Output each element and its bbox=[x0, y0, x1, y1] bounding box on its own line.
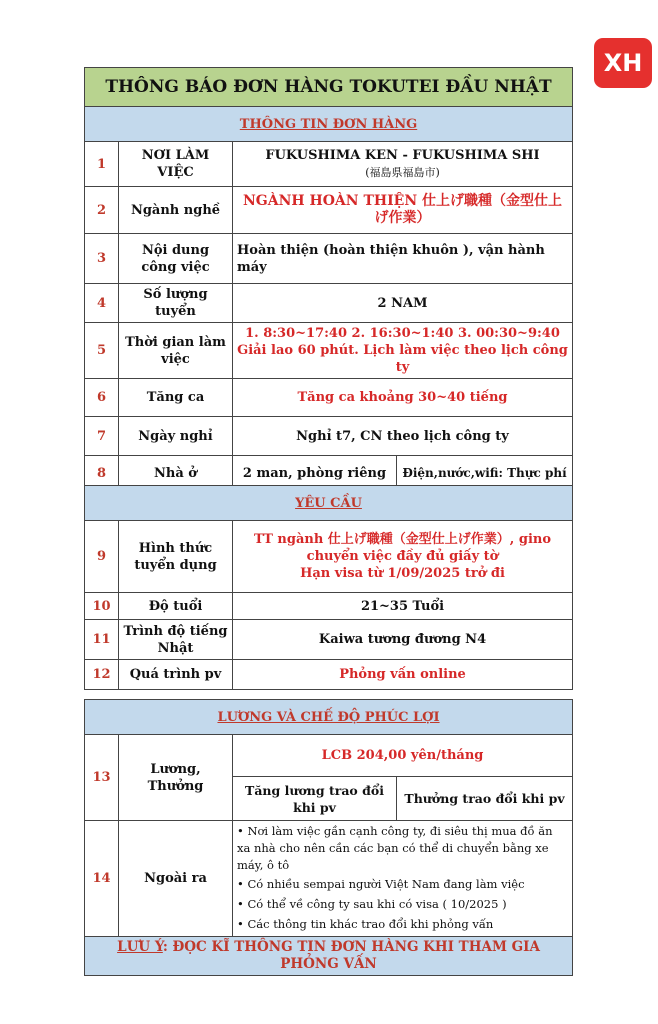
row-label: Trình độ tiếng Nhật bbox=[119, 620, 233, 660]
footer-label: LƯU Ý bbox=[117, 939, 163, 955]
row-value-utilities: Điện,nước,wifi: Thực phí bbox=[397, 456, 573, 491]
row-label: Hình thức tuyển dụng bbox=[119, 521, 233, 593]
row-label: Tăng ca bbox=[119, 379, 233, 417]
row-number: 10 bbox=[85, 593, 119, 620]
workplace-value: FUKUSHIMA KEN - FUKUSHIMA SHI bbox=[265, 148, 540, 163]
row-label: Nhà ở bbox=[119, 456, 233, 491]
row-number: 9 bbox=[85, 521, 119, 593]
workplace-kanji: (福島県福島市) bbox=[365, 166, 440, 179]
row-value: Hoàn thiện (hoàn thiện khuôn ), vận hành máy bbox=[233, 234, 573, 284]
row-value: Phỏng vấn online bbox=[233, 660, 573, 690]
page-title: THÔNG BÁO ĐƠN HÀNG TOKUTEI ĐẦU NHẬT bbox=[85, 68, 573, 107]
benefit-item: • Có thể về công ty sau khi có visa ( 10/2025 ) bbox=[237, 897, 507, 911]
row-value: Kaiwa tương đương N4 bbox=[233, 620, 573, 660]
row-label: Độ tuổi bbox=[119, 593, 233, 620]
bonus-note: Thưởng trao đổi khi pv bbox=[397, 777, 573, 821]
break-note: Giải lao 60 phút. Lịch làm việc theo lịch công ty bbox=[237, 343, 568, 375]
other-benefits bbox=[233, 821, 573, 937]
row-label: Ngành nghề bbox=[119, 187, 233, 234]
salary-benefits-table bbox=[84, 699, 573, 976]
section-title-requirements: YÊU CẦU bbox=[85, 486, 573, 521]
row-value: NGÀNH HOÀN THIỆN 仕上げ職種（金型仕上げ作業） bbox=[233, 187, 573, 234]
benefit-item: • Nơi làm việc gần cạnh công ty, đi siêu thị mua đồ ăn xa nhà cho nên cần các bạn có thể di chuyển bằng xe máy, ô tô bbox=[237, 824, 553, 872]
row-number: 11 bbox=[85, 620, 119, 660]
row-label: Số lượng tuyển bbox=[119, 284, 233, 323]
shift-times: 1. 8:30~17:40 2. 16:30~1:40 3. 00:30~9:40 bbox=[245, 326, 560, 341]
row-value: Tăng ca khoảng 30~40 tiếng bbox=[233, 379, 573, 417]
section-title-order-info: THÔNG TIN ĐƠN HÀNG bbox=[85, 107, 573, 142]
recruit-form: TT ngành 仕上げ職種（金型仕上げ作業）, gino chuyển việc đầy đủ giấy tờ bbox=[254, 532, 552, 564]
row-value: Nghỉ t7, CN theo lịch công ty bbox=[233, 417, 573, 456]
benefit-item: • Có nhiều sempai người Việt Nam đang làm việc bbox=[237, 877, 525, 891]
footer-note bbox=[85, 937, 573, 976]
row-number: 5 bbox=[85, 323, 119, 379]
row-number: 13 bbox=[85, 735, 119, 821]
visa-deadline: Hạn visa từ 1/09/2025 trở đi bbox=[300, 566, 505, 581]
xh-logo: XH bbox=[594, 38, 652, 88]
row-number: 7 bbox=[85, 417, 119, 456]
row-label: Ngoài ra bbox=[119, 821, 233, 937]
row-value bbox=[233, 323, 573, 379]
benefit-item: • Các thông tin khác trao đổi khi phỏng vấn bbox=[237, 917, 494, 931]
row-value: 2 man, phòng riêng bbox=[233, 456, 397, 491]
row-number: 1 bbox=[85, 142, 119, 187]
row-label: Ngày nghỉ bbox=[119, 417, 233, 456]
raise-note: Tăng lương trao đổi khi pv bbox=[233, 777, 397, 821]
order-info-table bbox=[84, 67, 573, 491]
row-number: 2 bbox=[85, 187, 119, 234]
row-value: 21~35 Tuổi bbox=[233, 593, 573, 620]
row-value bbox=[233, 142, 573, 187]
row-number: 8 bbox=[85, 456, 119, 491]
section-title-salary: LƯƠNG VÀ CHẾ ĐỘ PHÚC LỢI bbox=[85, 700, 573, 735]
row-value: 2 NAM bbox=[233, 284, 573, 323]
row-label: Thời gian làm việc bbox=[119, 323, 233, 379]
row-number: 6 bbox=[85, 379, 119, 417]
row-label: Quá trình pv bbox=[119, 660, 233, 690]
requirements-table bbox=[84, 485, 573, 690]
row-label: Lương, Thưởng bbox=[119, 735, 233, 821]
row-label: Nội dung công việc bbox=[119, 234, 233, 284]
row-number: 4 bbox=[85, 284, 119, 323]
row-number: 14 bbox=[85, 821, 119, 937]
row-value bbox=[233, 521, 573, 593]
row-number: 12 bbox=[85, 660, 119, 690]
footer-text: : ĐỌC KĨ THÔNG TIN ĐƠN HÀNG KHI THAM GIA PHỎNG VẤN bbox=[162, 939, 540, 972]
base-salary: LCB 204,00 yên/tháng bbox=[233, 735, 573, 777]
row-label: NƠI LÀM VIỆC bbox=[119, 142, 233, 187]
row-number: 3 bbox=[85, 234, 119, 284]
